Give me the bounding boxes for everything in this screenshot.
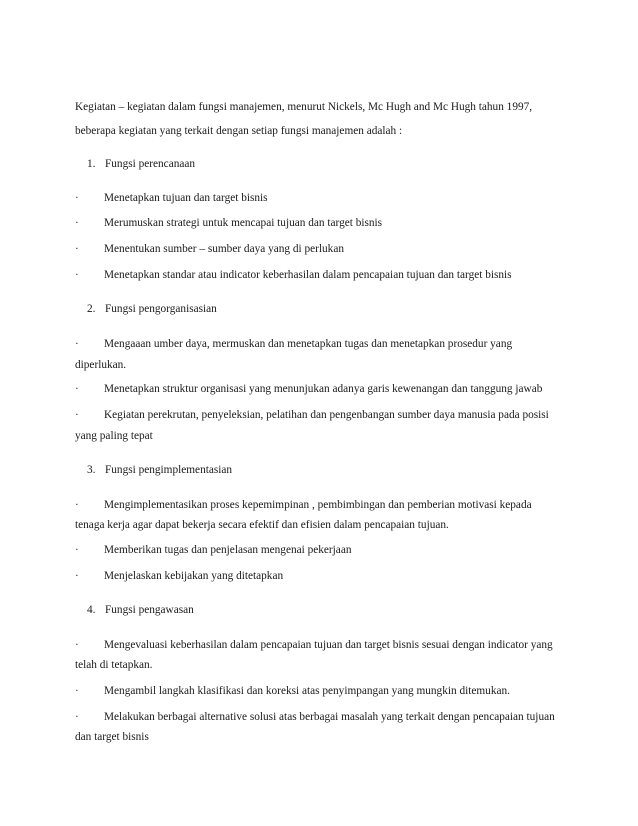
list-item-continuation: dan target bisnis (75, 731, 149, 743)
bullet-marker: · (75, 269, 79, 281)
list-item-continuation: tenaga kerja agar dapat bekerja secara efektif dan efisien dalam pencapaian tujuan. (75, 519, 449, 531)
section-number: 4. (87, 604, 96, 616)
list-item: Menjelaskan kebijakan yang ditetapkan (104, 570, 284, 582)
bullet-marker: · (75, 192, 79, 204)
intro-line-1: Kegiatan – kegiatan dalam fungsi manajemen, menurut Nickels, Mc Hugh and Mc Hugh tahun 1997, (75, 101, 533, 113)
bullet-marker: · (75, 711, 79, 723)
list-item: Memberikan tugas dan penjelasan mengenai pekerjaan (104, 544, 352, 556)
list-item: Mengimplementasikan proses kepemimpinan , pembimbingan dan pemberian motivasi kepada (104, 499, 532, 511)
list-item: Menetapkan standar atau indicator keberhasilan dalam pencapaian tujuan dan target bisnis (104, 269, 512, 281)
list-item: Melakukan berbagai alternative solusi atas berbagai masalah yang terkait dengan pencapaian tujuan (104, 711, 555, 723)
list-item: Mengaaan umber daya, mermuskan dan menetapkan tugas dan menetapkan prosedur yang (104, 338, 513, 350)
bullet-marker: · (75, 383, 79, 395)
list-item-continuation: yang paling tepat (75, 430, 153, 442)
section-title: Fungsi perencanaan (105, 158, 196, 170)
section-heading (87, 463, 232, 477)
section-title: Fungsi pengawasan (105, 604, 194, 616)
list-item: Menentukan sumber – sumber daya yang di perlukan (104, 243, 344, 255)
section-heading (87, 603, 194, 617)
section-number: 2. (87, 303, 96, 315)
list-item: Menetapkan tujuan dan target bisnis (104, 192, 268, 204)
list-item: Kegiatan perekrutan, penyeleksian, pelatihan dan pengenbangan sumber daya manusia pada posisi (104, 409, 549, 421)
list-item: Mengambil langkah klasifikasi dan koreksi atas penyimpangan yang mungkin ditemukan. (104, 685, 510, 697)
section-heading (87, 302, 217, 316)
bullet-marker: · (75, 338, 79, 350)
list-item: Mengevaluasi keberhasilan dalam pencapaian tujuan dan target bisnis sesuai dengan indicator yang (104, 639, 553, 651)
section-heading (87, 157, 195, 171)
bullet-marker: · (75, 243, 79, 255)
section-number: 3. (87, 464, 96, 476)
bullet-marker: · (75, 409, 79, 421)
intro-line-2: beberapa kegiatan yang terkait dengan setiap fungsi manajemen adalah : (75, 125, 403, 137)
section-number: 1. (87, 158, 96, 170)
bullet-marker: · (75, 570, 79, 582)
section-title: Fungsi pengimplementasian (105, 464, 233, 476)
bullet-marker: · (75, 685, 79, 697)
bullet-marker: · (75, 544, 79, 556)
list-item-continuation: telah di tetapkan. (75, 659, 153, 671)
section-title: Fungsi pengorganisasian (105, 303, 217, 315)
list-item: Menetapkan struktur organisasi yang menunjukan adanya garis kewenangan dan tanggung jawab (104, 383, 543, 395)
bullet-marker: · (75, 217, 79, 229)
bullet-marker: · (75, 499, 79, 511)
list-item: Merumuskan strategi untuk mencapai tujuan dan target bisnis (104, 217, 383, 229)
bullet-marker: · (75, 639, 79, 651)
list-item-continuation: diperlukan. (75, 359, 127, 371)
